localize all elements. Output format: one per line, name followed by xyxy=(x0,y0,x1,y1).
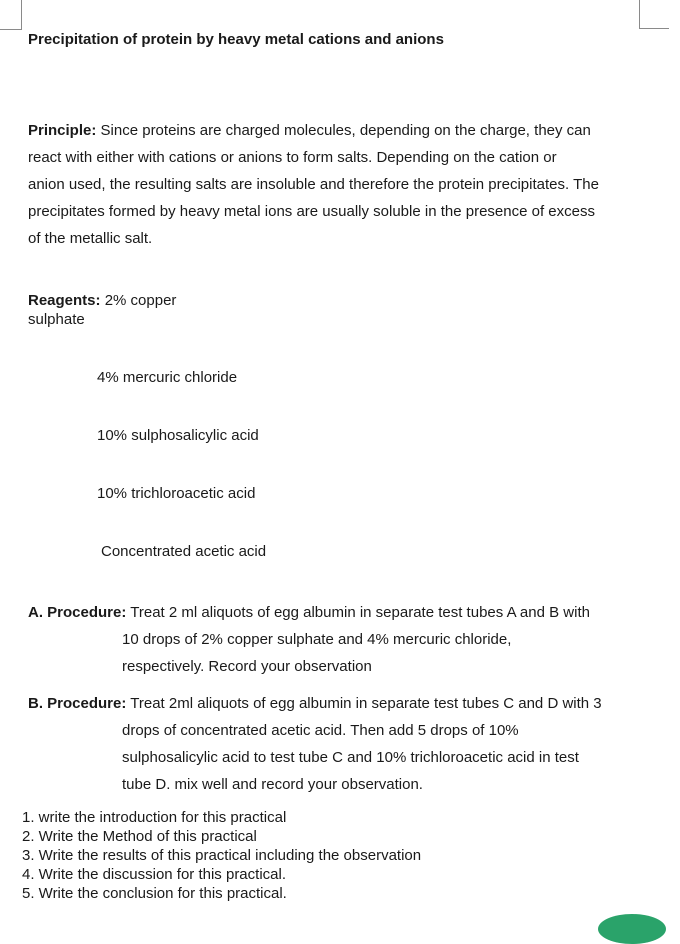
reagent-item: 10% sulphosalicylic acid xyxy=(97,427,259,444)
document-title: Precipitation of protein by heavy metal cations and anions xyxy=(28,31,444,48)
procedure-a-label: A. Procedure: xyxy=(28,604,127,621)
principle-line-5: of the metallic salt. xyxy=(28,230,153,247)
crop-mark-top-left xyxy=(0,0,22,30)
question-item: 1. write the introduction for this practical xyxy=(22,809,287,826)
reagent-item: Concentrated acetic acid xyxy=(101,543,267,560)
procedure-a-line-1: A. Procedure: Treat 2 ml aliquots of egg albumin in separate test tubes A and B with xyxy=(28,604,590,621)
reagents-line-1: Reagents: 2% copper xyxy=(28,292,177,309)
procedure-b-label: B. Procedure: xyxy=(28,695,127,712)
question-item: 3. Write the results of this practical including the observation xyxy=(22,847,422,864)
reagent-item: 10% trichloroacetic acid xyxy=(97,485,256,502)
procedure-b-line-1: B. Procedure: Treat 2ml aliquots of egg albumin in separate test tubes C and D with 3 xyxy=(28,695,602,712)
principle-line-4: precipitates formed by heavy metal ions are usually soluble in the presence of excess xyxy=(28,203,595,220)
principle-line-2: react with either with cations or anions to form salts. Depending on the cation or xyxy=(28,149,557,166)
question-item: 5. Write the conclusion for this practical. xyxy=(22,885,287,902)
crop-mark-top-right xyxy=(639,0,669,29)
principle-line-1: Principle: Since proteins are charged molecules, depending on the charge, they can xyxy=(28,122,591,139)
reagents-first-wrap: sulphate xyxy=(28,311,85,328)
question-item: 2. Write the Method of this practical xyxy=(22,828,257,845)
reagent-item: 4% mercuric chloride xyxy=(97,369,238,386)
principle-label: Principle: xyxy=(28,122,97,139)
question-item: 4. Write the discussion for this practical. xyxy=(22,866,286,883)
procedure-b-line-4: tube D. mix well and record your observation. xyxy=(122,776,423,793)
principle-line-3: anion used, the resulting salts are insoluble and therefore the protein precipitates. The xyxy=(28,176,599,193)
questions-list xyxy=(22,808,421,903)
procedure-b-line-3: sulphosalicylic acid to test tube C and 10% trichloroacetic acid in test xyxy=(122,749,579,766)
green-corner-shape xyxy=(598,914,666,944)
procedure-a-line-2: 10 drops of 2% copper sulphate and 4% mercuric chloride, xyxy=(122,631,512,648)
procedure-a-line-3: respectively. Record your observation xyxy=(122,658,372,675)
procedure-b-line-2: drops of concentrated acetic acid. Then add 5 drops of 10% xyxy=(122,722,519,739)
reagents-label: Reagents: xyxy=(28,292,101,309)
